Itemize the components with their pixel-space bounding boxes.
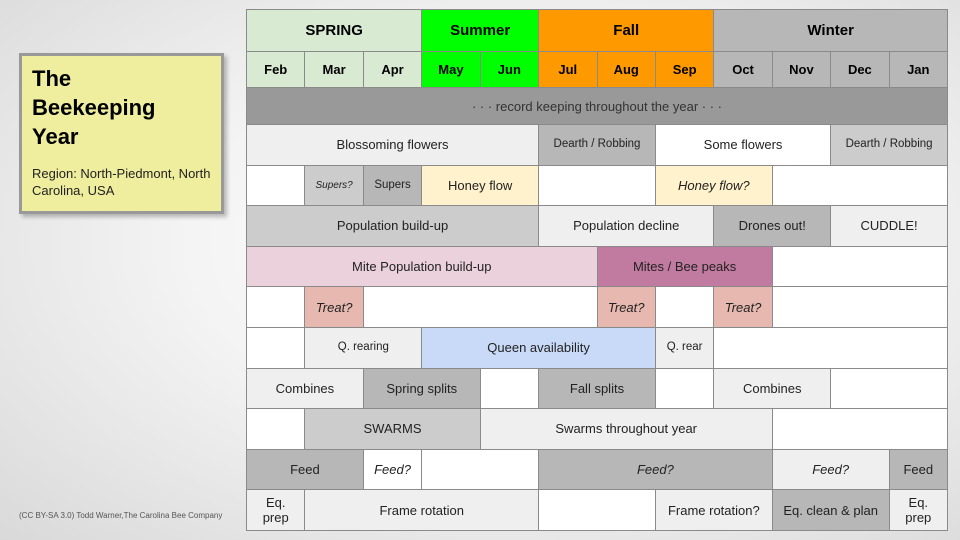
population-decline-cell: Population decline — [539, 206, 713, 246]
empty-cell — [831, 369, 947, 409]
month-jun: Jun — [481, 52, 538, 87]
empty-cell — [247, 166, 304, 206]
season-winter: Winter — [714, 10, 947, 51]
empty-cell — [539, 166, 655, 206]
month-mar: Mar — [305, 52, 362, 87]
month-dec: Dec — [831, 52, 888, 87]
empty-cell — [714, 328, 947, 368]
credit-text: (CC BY-SA 3.0) Todd Warner,The Carolina Bee Company — [19, 511, 223, 520]
title-box — [19, 53, 224, 214]
swarms-throughout-year-cell: Swarms throughout year — [481, 409, 772, 449]
cuddle-cell: CUDDLE! — [831, 206, 947, 246]
queen-rearing-cell: Q. rearing — [305, 328, 421, 368]
supers-cell: Supers — [364, 166, 421, 206]
treat-oct-cell: Treat? — [714, 287, 771, 327]
blossoming-flowers-cell: Blossoming flowers — [247, 125, 538, 165]
empty-cell — [773, 287, 947, 327]
frame-rotation-cell: Frame rotation — [305, 490, 538, 530]
eq-prep-feb-cell: Eq. prep — [247, 490, 304, 530]
eq-prep-jan-cell: Eq. prep — [890, 490, 947, 530]
mite-build-up-cell: Mite Population build-up — [247, 247, 597, 287]
eq-clean-plan-cell: Eq. clean & plan — [773, 490, 889, 530]
empty-cell — [656, 369, 713, 409]
treat-mar-cell: Treat? — [305, 287, 362, 327]
frame-rotation-maybe-cell: Frame rotation? — [656, 490, 772, 530]
empty-cell — [247, 328, 304, 368]
month-apr: Apr — [364, 52, 421, 87]
swarms-cell: SWARMS — [305, 409, 479, 449]
supers-maybe-cell: Supers? — [305, 166, 362, 206]
month-nov: Nov — [773, 52, 830, 87]
month-jan: Jan — [890, 52, 947, 87]
page-title: The Beekeeping Year — [32, 66, 156, 149]
empty-cell — [422, 450, 538, 490]
some-flowers-cell: Some flowers — [656, 125, 830, 165]
empty-cell — [247, 287, 304, 327]
empty-cell — [656, 287, 713, 327]
spring-splits-cell: Spring splits — [364, 369, 480, 409]
mites-bee-peaks-cell: Mites / Bee peaks — [598, 247, 772, 287]
empty-cell — [773, 247, 947, 287]
month-jul: Jul — [539, 52, 596, 87]
honey-flow-cell: Honey flow — [422, 166, 538, 206]
feed-maybe-apr-cell: Feed? — [364, 450, 421, 490]
feed-spring-cell: Feed — [247, 450, 363, 490]
fall-splits-cell: Fall splits — [539, 369, 655, 409]
queen-rear-cell: Q. rear — [656, 328, 713, 368]
season-spring: SPRING — [247, 10, 421, 51]
empty-cell — [481, 369, 538, 409]
month-feb: Feb — [247, 52, 304, 87]
honey-flow-maybe-cell: Honey flow? — [656, 166, 772, 206]
empty-cell — [773, 166, 947, 206]
feed-jan-cell: Feed — [890, 450, 947, 490]
feed-maybe-fall-cell: Feed? — [539, 450, 772, 490]
empty-cell — [247, 409, 304, 449]
empty-cell — [539, 490, 655, 530]
month-aug: Aug — [598, 52, 655, 87]
treat-aug-cell: Treat? — [598, 287, 655, 327]
season-fall: Fall — [539, 10, 713, 51]
month-oct: Oct — [714, 52, 771, 87]
empty-cell — [773, 409, 947, 449]
record-keeping-bar: · · · record keeping throughout the year · · · — [247, 88, 947, 124]
combines-spring-cell: Combines — [247, 369, 363, 409]
region-label: Region: North-Piedmont, North Carolina, USA — [32, 166, 211, 198]
feed-maybe-winter-cell: Feed? — [773, 450, 889, 490]
month-may: May — [422, 52, 479, 87]
empty-cell — [364, 287, 597, 327]
dearth-robbing-winter-cell: Dearth / Robbing — [831, 125, 947, 165]
dearth-robbing-summer-cell: Dearth / Robbing — [539, 125, 655, 165]
beekeeping-calendar-table — [246, 9, 948, 531]
combines-fall-cell: Combines — [714, 369, 830, 409]
month-sep: Sep — [656, 52, 713, 87]
season-summer: Summer — [422, 10, 538, 51]
queen-availability-cell: Queen availability — [422, 328, 655, 368]
population-build-up-cell: Population build-up — [247, 206, 538, 246]
drones-out-cell: Drones out! — [714, 206, 830, 246]
